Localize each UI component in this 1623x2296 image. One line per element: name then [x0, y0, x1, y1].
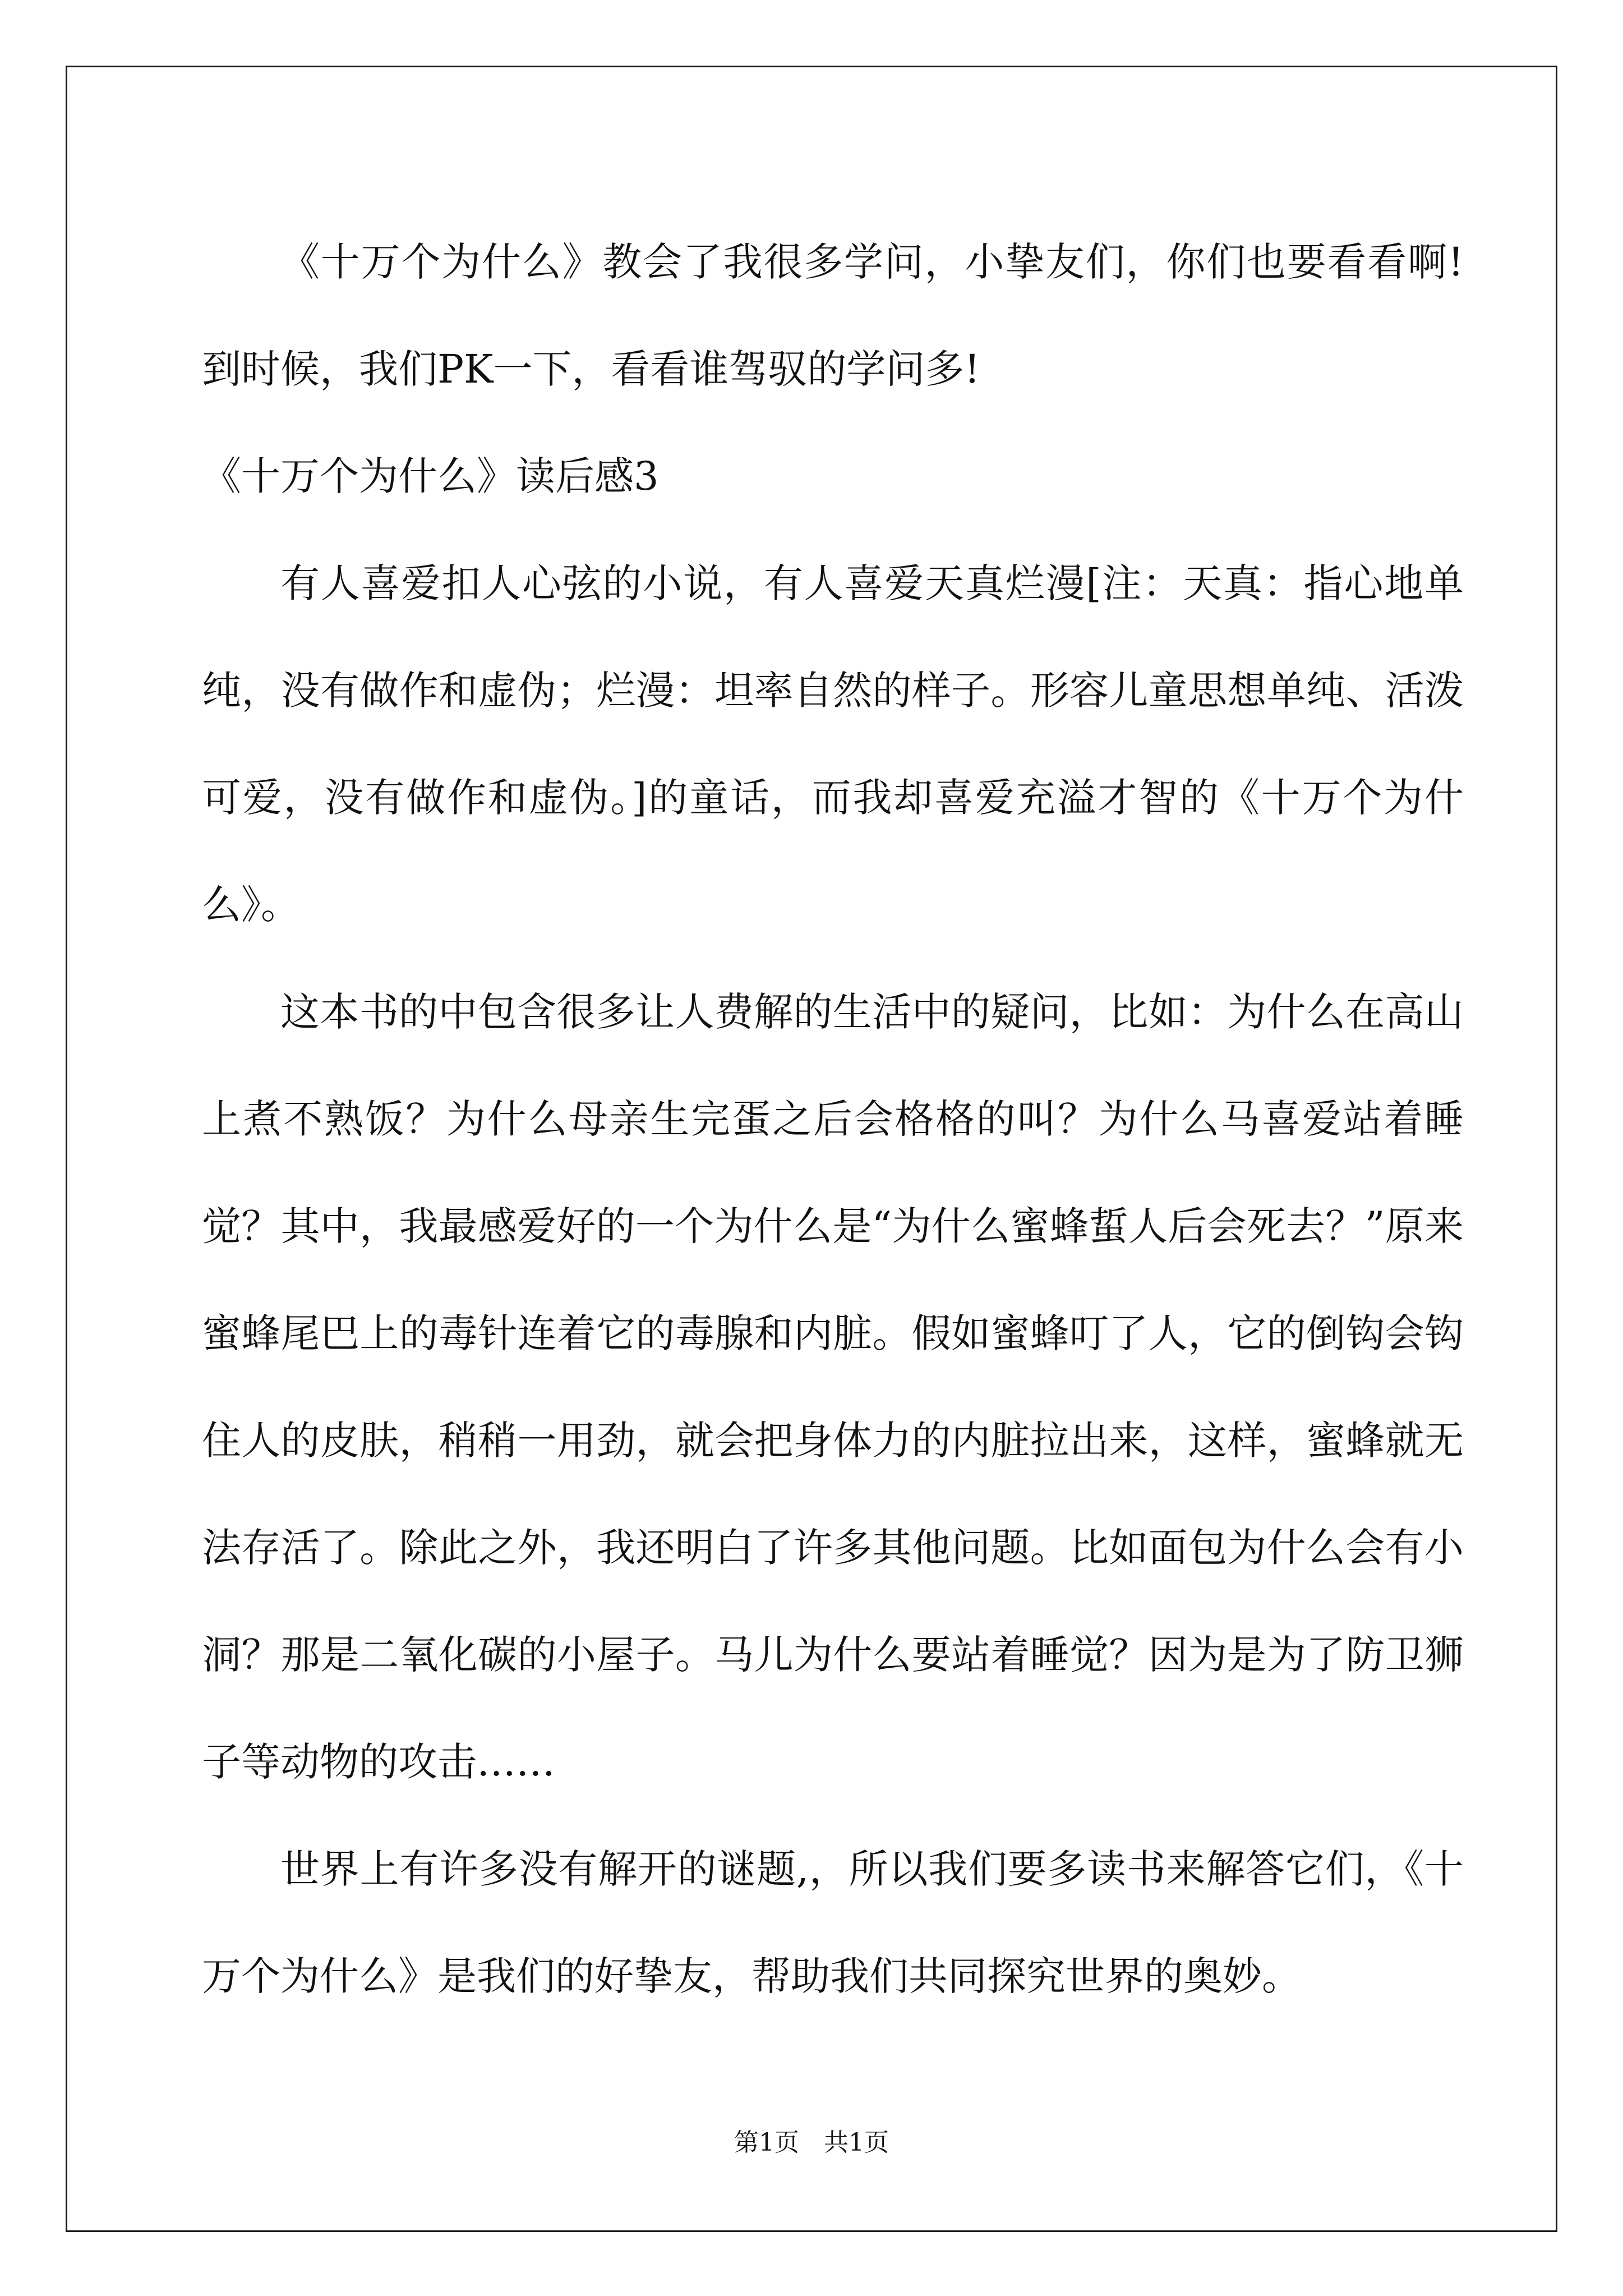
- paragraph-2: 有人喜爱扣人心弦的小说，有人喜爱天真烂漫[注：天真：指心地单纯，没有做作和虚伪；烂漫：坦率自然的样子。形容儿童思想单纯、活泼可爱，没有做作和虚伪。]的童话，而我却喜爱充溢才智的《十万个为什么》。: [202, 560, 1464, 928]
- paragraph-3: 这本书的中包含很多让人费解的生活中的疑问，比如：为什么在高山上煮不熟饭？为什么母亲生完蛋之后会格格的叫？为什么马喜爱站着睡觉？其中，我最感爱好的一个为什么是“为什么蜜蜂蜇人后会死去？”原来蜜蜂尾巴上的毒针连着它的毒腺和内脏。假如蜜蜂叮了人，它的倒钩会钩住人的皮肤，稍稍一用劲，就会把身体力的内脏拉出来，这样，蜜蜂就无法存活了。除此之外，我还明白了许多其他问题。比如面包为什么会有小洞？那是二氧化碳的小屋子。马儿为什么要站着睡觉？因为是为了防卫狮子等动物的攻击……: [202, 989, 1464, 1785]
- page-footer: 第1页 共1页: [734, 2128, 889, 2157]
- document-body: [202, 209, 1464, 2030]
- section-heading: 《十万个为什么》读后感3: [202, 453, 659, 499]
- paragraph-1: 《十万个为什么》教会了我很多学问，小挚友们，你们也要看看啊!到时候，我们PK一下，看看谁驾驭的学问多!: [202, 239, 1464, 392]
- paragraph-4: 世界上有许多没有解开的谜题,，所以我们要多读书来解答它们，《十万个为什么》是我们的好挚友，帮助我们共同探究世界的奥妙。: [202, 1846, 1464, 1999]
